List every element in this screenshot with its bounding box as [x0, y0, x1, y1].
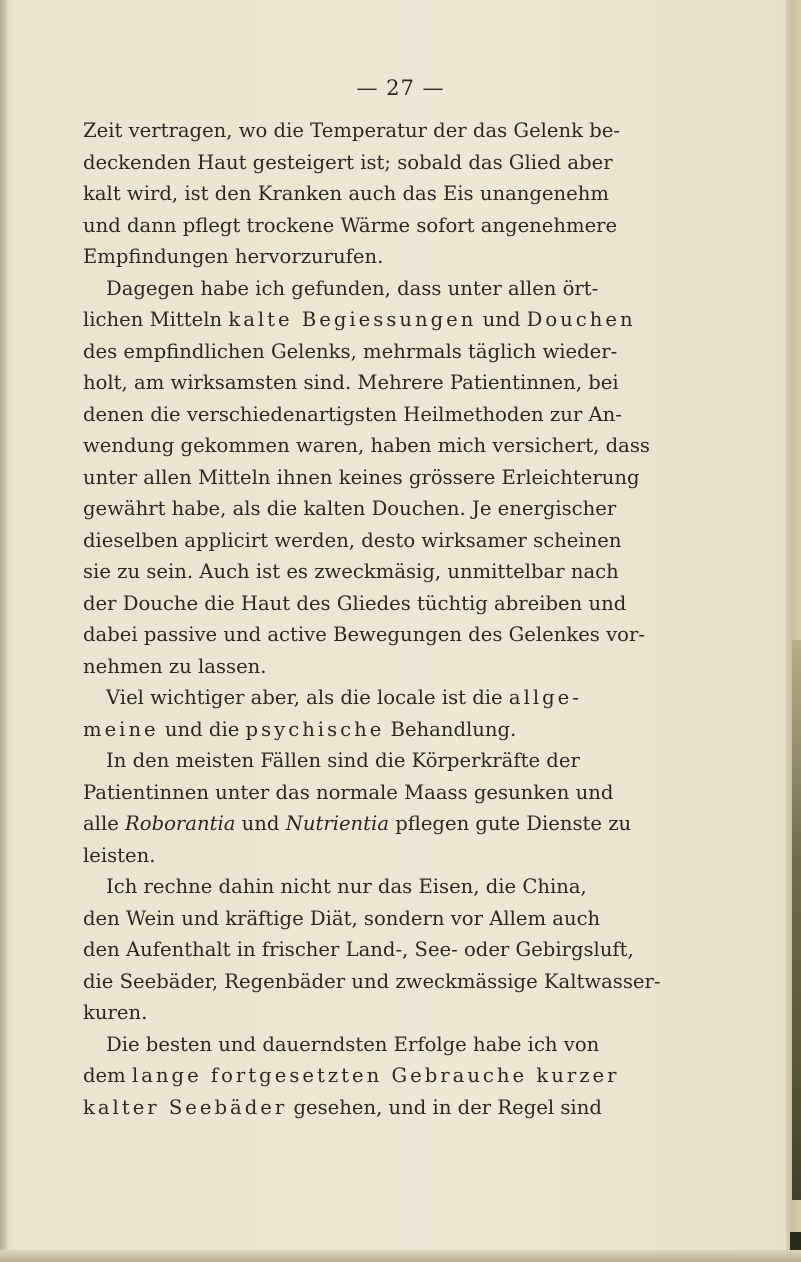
spaced-emphasis: meine [83, 717, 159, 741]
adjacent-page-edge [786, 0, 801, 1262]
text-line: unter allen Mitteln ihnen keines grössere Erleichterung [83, 465, 640, 489]
text-line: dieselben applicirt werden, desto wirksamer scheinen [83, 528, 622, 552]
spaced-emphasis: allge- [508, 686, 582, 709]
text-line: des empfindlichen Gelenks, mehrmals täglich wieder- [83, 339, 618, 363]
spaced-emphasis: kalter Seebäder [83, 1095, 288, 1119]
paragraph-start-line: Viel wichtiger aber, als die locale ist die allge- [106, 686, 582, 709]
text-line: dem lange fortgesetzten Gebrauche kurzer [83, 1064, 620, 1087]
text-line: kuren. [83, 1001, 148, 1024]
page-number: — 27 — [356, 76, 445, 100]
text-line: holt, am wirksamsten sind. Mehrere Patientinnen, bei [83, 371, 619, 394]
paragraph-start-line: Ich rechne dahin nicht nur das Eisen, die China, [106, 875, 587, 898]
text-line: der Douche die Haut des Gliedes tüchtig abreiben und [83, 591, 627, 615]
page-left-edge [0, 0, 7, 1262]
text-line: Empfindungen hervorzurufen. [83, 245, 384, 268]
italic-term: Nutrientia [285, 812, 389, 835]
text-line: kalter Seebäder gesehen, und in der Regel sind [83, 1095, 602, 1119]
text-line: sie zu sein. Auch ist es zweckmäsig, unmittelbar nach [83, 560, 619, 583]
text-line: meine und die psychische Behandlung. [83, 717, 517, 741]
text-line: denen die verschiedenartigsten Heilmethoden zur An- [83, 402, 622, 426]
text-line: alle Roborantia und Nutrientia pflegen gute Dienste zu [83, 812, 632, 835]
text-line: Patientinnen unter das normale Maass gesunken und [83, 780, 614, 804]
text-line: den Aufenthalt in frischer Land-, See- oder Gebirgsluft, [83, 938, 634, 961]
text-line: gewährt habe, als die kalten Douchen. Je energischer [83, 497, 617, 520]
text-line: deckenden Haut gesteigert ist; sobald das Glied aber [83, 150, 613, 174]
italic-term: Roborantia [125, 812, 236, 835]
paragraph-start-line: Die besten und dauerndsten Erfolge habe ich von [106, 1032, 600, 1056]
page-bottom-edge [0, 1250, 801, 1262]
spaced-emphasis: Douchen [526, 308, 636, 331]
body-text [83, 115, 713, 1123]
paragraph-start-line: In den meisten Fällen sind die Körperkräfte der [106, 749, 580, 772]
text-line: wendung gekommen waren, haben mich versichert, dass [83, 434, 650, 457]
text-line: leisten. [83, 843, 156, 867]
page-edge-shadow [792, 640, 801, 1200]
spaced-emphasis: psychische [245, 717, 385, 741]
text-line: dabei passive und active Bewegungen des Gelenkes vor- [83, 623, 645, 646]
text-line: Zeit vertragen, wo die Temperatur der das Gelenk be- [83, 119, 621, 142]
text-line: die Seebäder, Regenbäder und zweckmässige Kaltwasser- [83, 969, 661, 993]
paragraph-start-line: Dagegen habe ich gefunden, dass unter allen ört- [106, 276, 599, 300]
text-line: und dann pflegt trockene Wärme sofort angenehmere [83, 213, 618, 237]
text-line: kalt wird, ist den Kranken auch das Eis unangenehm [83, 182, 609, 205]
spaced-emphasis: kalte Begiessungen [228, 308, 477, 331]
spaced-emphasis: lange fortgesetzten Gebrauche kurzer [131, 1064, 620, 1087]
text-line: lichen Mitteln kalte Begiessungen und Douchen [83, 308, 636, 331]
text-line: den Wein und kräftige Diät, sondern vor Allem auch [83, 906, 601, 930]
text-line: nehmen zu lassen. [83, 654, 267, 678]
